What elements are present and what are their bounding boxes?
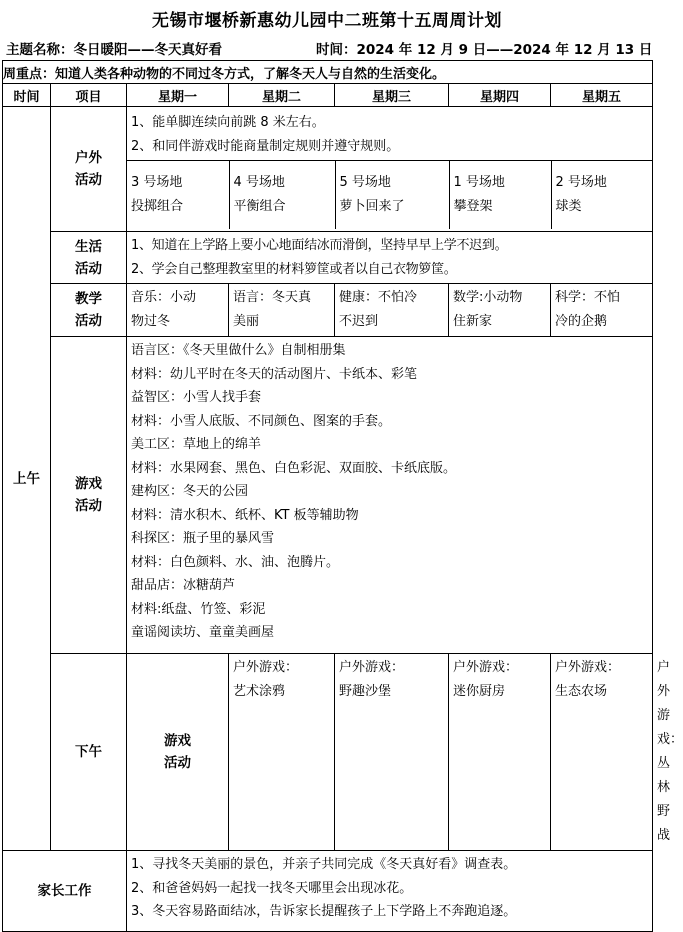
life-label-line: 生活 <box>75 238 102 255</box>
header-friday: 星期五 <box>551 84 653 107</box>
outdoor-days <box>127 160 653 229</box>
teaching-friday <box>551 284 653 337</box>
afternoon-games-label-line: 活动 <box>164 755 191 771</box>
afternoon-game-text: 户外游戏： <box>233 660 299 675</box>
teaching-label-line: 教学 <box>75 291 102 307</box>
afternoon-tuesday <box>335 654 449 851</box>
games-label-line: 活动 <box>75 498 102 514</box>
outdoor-thursday <box>449 161 551 230</box>
outdoor-wednesday <box>335 161 449 230</box>
header-tuesday: 星期二 <box>229 84 335 107</box>
teaching-text: 住新家 <box>453 314 493 329</box>
weekly-focus: 周重点：知道人类各种动物的不同过冬方式，了解冬天人与自然的生活变化。 <box>3 61 653 84</box>
life-item: 1、知道在上学路上要小心地面结冰而滑倒，坚持早早上学不迟到。 <box>131 238 508 253</box>
parents-item: 3、冬天容易路面结冰，告诉家长提醒孩子上下学路上不奔跑追逐。 <box>131 904 517 919</box>
games-content <box>127 337 653 654</box>
games-line: 益智区：小雪人找手套 <box>131 390 262 405</box>
header-thursday: 星期四 <box>449 84 551 107</box>
outdoor-game: 平衡组合 <box>233 199 286 214</box>
life-content <box>127 232 653 284</box>
teaching-text: 物过冬 <box>131 314 171 329</box>
outdoor-goals <box>127 107 652 160</box>
afternoon-games-label <box>127 654 229 851</box>
header-wednesday: 星期三 <box>335 84 449 107</box>
outdoor-label <box>51 107 127 232</box>
afternoon-game-text: 迷你厨房 <box>453 684 506 699</box>
afternoon-game-text: 艺术涂鸦 <box>233 684 286 699</box>
theme-label: 主题名称：冬日暖阳——冬天真好看 <box>6 42 222 58</box>
date-range: 时间：2024 年 12 月 9 日——2024 年 12 月 13 日 <box>316 42 653 58</box>
parents-content <box>127 851 653 932</box>
teaching-label <box>51 284 127 337</box>
teaching-label-line: 活动 <box>75 313 102 329</box>
teaching-tuesday <box>229 284 335 337</box>
outdoor-place: 5 号场地 <box>339 175 391 190</box>
header-time: 时间 <box>3 84 51 107</box>
outdoor-goal: 2、和同伴游戏时能商量制定规则并遵守规则。 <box>131 138 400 154</box>
teaching-wednesday <box>335 284 449 337</box>
games-line: 材料：清水积木、纸杯、KT 板等辅助物 <box>131 507 359 523</box>
teaching-monday <box>127 284 229 337</box>
afternoon-wednesday <box>449 654 551 851</box>
games-label-line: 游戏 <box>75 476 102 492</box>
outdoor-row <box>3 107 653 232</box>
outdoor-label-line: 活动 <box>75 172 102 188</box>
parents-item: 2、和爸爸妈妈一起找一找冬天哪里会出现冰花。 <box>131 880 413 896</box>
page-title: 无锡市堰桥新惠幼儿园中二班第十五周周计划 <box>152 11 502 31</box>
afternoon-game-text: 户外游戏： <box>555 660 621 675</box>
life-label-line: 活动 <box>75 260 102 277</box>
afternoon-thursday <box>551 654 653 851</box>
header-monday: 星期一 <box>127 84 229 107</box>
games-line: 童谣阅读坊、童童美画屋 <box>131 625 275 640</box>
teaching-text: 冷的企鹅 <box>555 314 608 329</box>
outdoor-goal: 1、能单脚连续向前跳 8 米左右。 <box>131 115 325 130</box>
life-label <box>51 232 127 284</box>
teaching-text: 音乐：小动 <box>131 290 197 305</box>
games-line: 科探区：瓶子里的暴风雪 <box>131 531 275 546</box>
teaching-text: 数学:小动物 <box>453 290 523 305</box>
outdoor-game: 投掷组合 <box>131 199 184 214</box>
games-line: 语言区：《冬天里做什么》自制相册集 <box>131 343 346 358</box>
outdoor-monday <box>127 161 229 230</box>
morning-label: 上午 <box>3 107 51 851</box>
games-line: 材料：白色颜料、水、油、泡腾片。 <box>131 554 340 570</box>
outdoor-friday <box>551 161 653 230</box>
games-label <box>51 337 127 654</box>
parents-item: 1、寻找冬天美丽的景色，并亲子共同完成《冬天真好看》调查表。 <box>131 857 517 872</box>
afternoon-game-text: 生态农场 <box>555 684 608 699</box>
header-row <box>3 84 653 107</box>
outdoor-game: 球类 <box>555 199 582 214</box>
parents-row <box>3 851 653 932</box>
teaching-row <box>3 284 653 337</box>
games-line: 甜品店：冰糖葫芦 <box>131 578 236 593</box>
games-line: 材料：水果网套、黑色、白色彩泥、双面胶、卡纸底版。 <box>131 460 457 476</box>
outdoor-place: 1 号场地 <box>453 175 505 190</box>
teaching-text: 美丽 <box>233 314 260 329</box>
afternoon-row: 下午 游戏 活动 户外游戏： 艺术涂鸦 户外游戏： 野趣沙堡 户外游戏： 迷你厨房 户外游戏： 生态农场 户外游戏： 丛林野战 <box>3 654 653 851</box>
afternoon-monday <box>229 654 335 851</box>
games-line: 材料：幼儿平时在冬天的活动图片、卡纸本、彩笔 <box>131 366 418 382</box>
weekly-plan-table <box>2 60 683 932</box>
outdoor-tuesday <box>229 161 335 230</box>
teaching-text: 健康：不怕冷 <box>339 290 418 305</box>
outdoor-place: 2 号场地 <box>555 175 607 190</box>
afternoon-label: 下午 <box>51 654 127 851</box>
teaching-text: 科学：不怕 <box>555 290 621 305</box>
parents-label: 家长工作 <box>3 851 127 932</box>
teaching-thursday <box>449 284 551 337</box>
header-item: 项目 <box>51 84 127 107</box>
focus-row <box>3 61 653 84</box>
outdoor-game: 萝卜回来了 <box>339 199 405 214</box>
outdoor-label-line: 户外 <box>75 150 102 166</box>
life-row <box>3 232 653 284</box>
teaching-text: 不迟到 <box>339 314 379 329</box>
outdoor-place: 4 号场地 <box>233 175 285 190</box>
afternoon-game-text: 户外游戏： <box>453 660 519 675</box>
games-line: 美工区：草地上的绵羊 <box>131 437 262 452</box>
games-line: 建构区：冬天的公园 <box>131 484 249 499</box>
games-row <box>3 337 653 654</box>
teaching-text: 语言：冬天真 <box>233 290 312 305</box>
outdoor-place: 3 号场地 <box>131 175 183 190</box>
games-line: 材料：小雪人底版、不同颜色、图案的手套。 <box>131 413 392 429</box>
games-line: 材料:纸盘、竹签、彩泥 <box>131 601 266 617</box>
afternoon-games-label-line: 游戏 <box>164 733 191 749</box>
life-item: 2、学会自己整理教室里的材料箩筐或者以自己衣物箩筐。 <box>131 261 457 277</box>
afternoon-game-text: 户外游戏： <box>339 660 405 675</box>
afternoon-game-text: 野趣沙堡 <box>339 684 392 699</box>
outdoor-game: 攀登架 <box>453 199 493 214</box>
outdoor-content <box>127 107 653 232</box>
